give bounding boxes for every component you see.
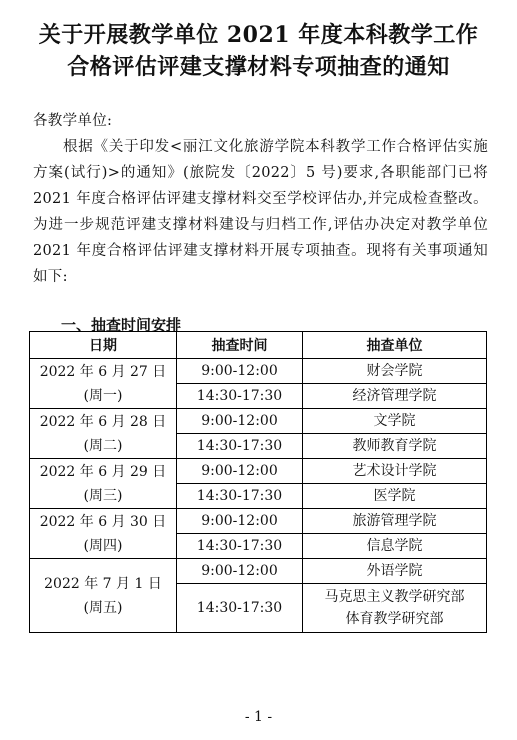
date-text: 2022 年 6 月 29 日 [39,463,167,480]
table-row [30,359,487,384]
table-row [30,459,487,484]
date-text: 2022 年 6 月 27 日 [39,363,167,380]
weekday-text: (周五) [83,599,123,616]
schedule-table [29,331,487,633]
weekday-text: (周一) [83,387,123,404]
unit-cell: 经济管理学院 [303,384,487,409]
unit-line: 马克思主义教学研究部 [324,589,465,605]
unit-cell: 外语学院 [303,559,487,584]
time-cell: 14:30-17:30 [177,484,303,509]
date-cell [30,509,177,559]
time-cell: 14:30-17:30 [177,384,303,409]
unit-cell: 医学院 [303,484,487,509]
date-text: 2022 年 6 月 30 日 [39,513,167,530]
time-cell: 14:30-17:30 [177,534,303,559]
weekday-text: (周四) [83,537,123,554]
table-row [30,409,487,434]
date-text: 2022 年 6 月 28 日 [39,413,167,430]
date-cell [30,409,177,459]
time-cell: 9:00-12:00 [177,409,303,434]
date-cell [30,359,177,409]
time-cell: 9:00-12:00 [177,509,303,534]
table-row [30,509,487,534]
time-cell: 9:00-12:00 [177,559,303,584]
date-cell [30,559,177,633]
header-date: 日期 [30,332,177,359]
document-title-line-1: 关于开展教学单位 2021 年度本科教学工作 [38,22,479,48]
unit-cell: 财会学院 [303,359,487,384]
table-header-row [30,332,487,359]
unit-cell: 教师教育学院 [303,434,487,459]
unit-cell: 艺术设计学院 [303,459,487,484]
unit-line: 体育教学研究部 [345,611,444,627]
date-text: 2022 年 7 月 1 日 [44,575,162,592]
body-paragraph: 根据《关于印发<丽江文化旅游学院本科教学工作合格评估实施方案(试行)>的通知》(旅院发〔2022〕5 号)要求,各职能部门已将 2021 年度合格评估评建支撑材料交至学校评估办,并完成检查整改。为进一步规范评建支撑材料建设与归档工作,评估办决定对教学单位 2021 年度合格评估评建支撑材料开展专项抽查。现将有关事项通知如下: [33,139,488,285]
header-unit: 抽查单位 [303,332,487,359]
unit-cell: 信息学院 [303,534,487,559]
page-number: - 1 - [244,709,273,725]
unit-cell: 文学院 [303,409,487,434]
document-title-line-2: 合格评估评建支撑材料专项抽查的通知 [67,54,450,80]
time-cell: 9:00-12:00 [177,359,303,384]
time-cell: 14:30-17:30 [177,584,303,633]
unit-cell [303,584,487,633]
time-cell: 14:30-17:30 [177,434,303,459]
header-time: 抽查时间 [177,332,303,359]
table-row [30,559,487,584]
section-heading: 一、抽查时间安排 [61,316,182,334]
date-cell [30,459,177,509]
time-cell: 9:00-12:00 [177,459,303,484]
unit-cell: 旅游管理学院 [303,509,487,534]
weekday-text: (周三) [83,487,123,504]
salutation: 各教学单位: [33,113,113,129]
weekday-text: (周二) [83,437,123,454]
